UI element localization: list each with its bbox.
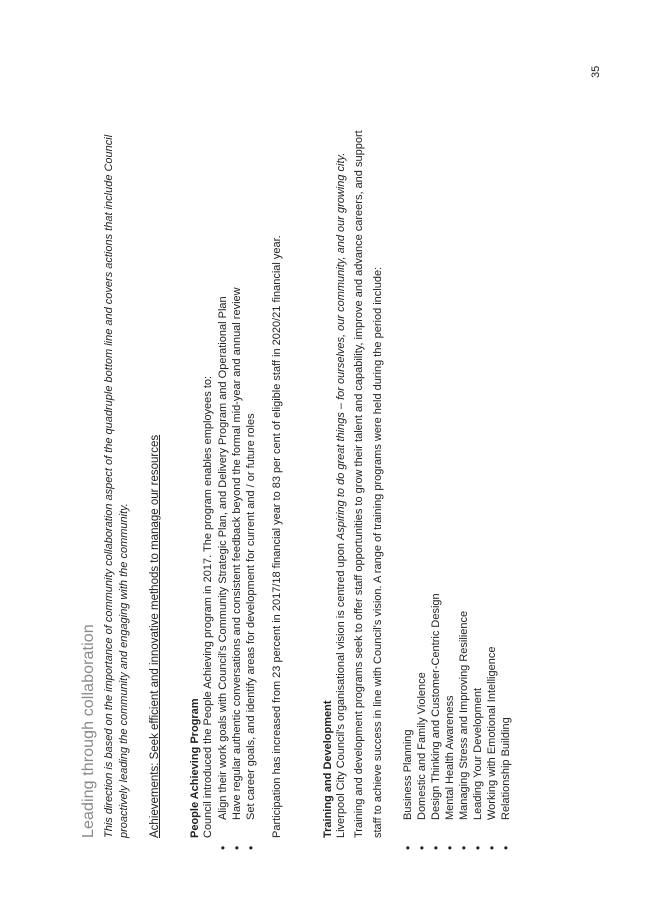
list-item: • Managing Stress and Improving Resilience [457,593,471,850]
list-item: • Design Thinking and Customer-Centric Design [429,593,443,850]
achievements-heading: Achievements: Seek efficient and innovative methods to manage our resources [149,434,161,838]
pap-bullet-list [216,287,258,850]
training-title: Training and Development [322,700,334,838]
vision-italic: Aspiring to do great things – for ourselves, our community, and our growing city. [335,152,347,540]
pap-title: People Achieving Program [189,698,201,838]
list-item: • Relationship Building [499,593,513,850]
intro-line-2: proactively leading the community and engaging with the community. [118,503,130,838]
page-heading: Leading through collaboration [80,624,97,838]
rotated-content [74,0,634,850]
training-para-line-1: Training and development programs seek to offer staff opportunities to grow their talent and capability, improve and advance careers, and support [353,130,365,838]
list-item: • Have regular authentic conversations and consistent feedback beyond the formal mid-year and annual review [230,287,244,850]
list-item: • Set career goals, and identify areas for development for current and / or future roles [244,287,258,850]
training-para-line-2: staff to achieve success in line with Council's vision. A range of training programs were held during the period include: [372,266,384,838]
training-program-list [401,593,513,850]
page-number: 35 [590,65,602,78]
pap-intro: Council introduced the People Achieving program in 2017. The program enables employees to: [202,375,214,838]
list-item: • Leading Your Development [471,593,485,850]
vision-prefix: Liverpool City Council's organisational vision is centred upon [335,539,347,838]
list-item: • Align their work goals with Council's Community Strategic Plan, and Delivery Program and Operational Plan [216,287,230,850]
list-item: • Mental Health Awareness [443,593,457,850]
list-item: • Domestic and Family Violence [415,593,429,850]
intro-line-1: This direction is based on the importance of community collaboration aspect of the quadruple bottom line and covers actions that include Council [103,134,115,838]
list-item: • Working with Emotional Intelligence [485,593,499,850]
participation-text: Participation has increased from 23 percent in 2017/18 financial year to 83 per cent of eligible staff in 2020/21 financial year. [271,235,283,838]
training-vision [334,153,348,838]
list-item: • Business Planning [401,593,415,850]
